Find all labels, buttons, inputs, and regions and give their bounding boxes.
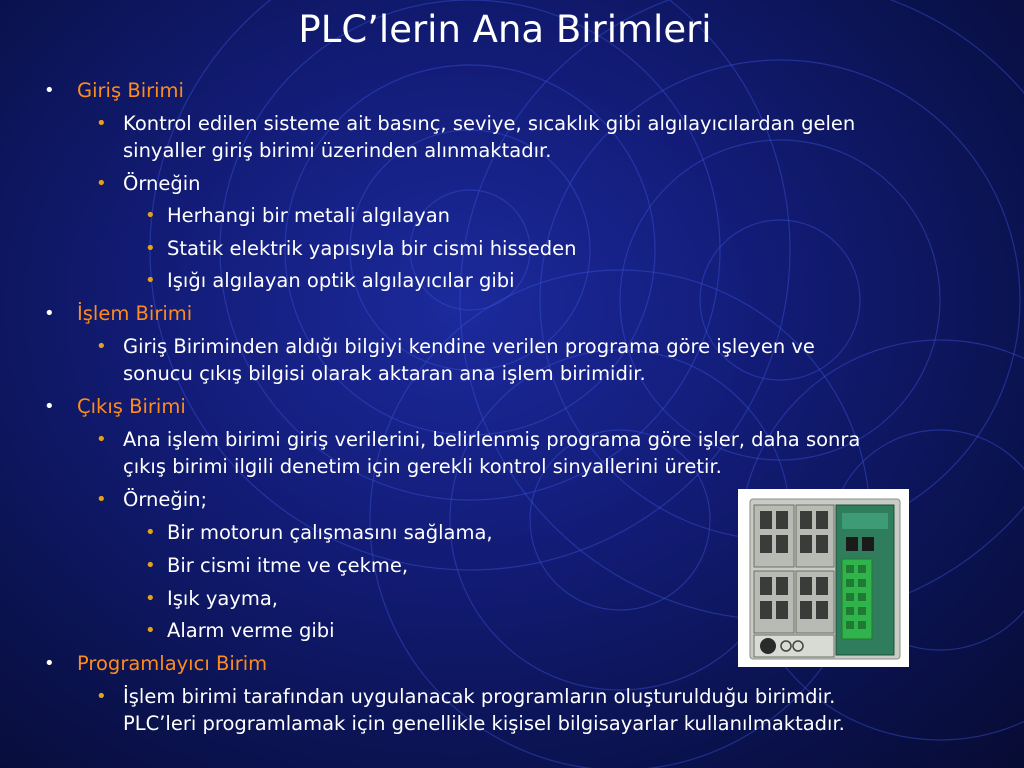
- example-label-text: Örneğin;: [123, 488, 208, 511]
- example-text: Herhangi bir metali algılayan: [167, 204, 451, 227]
- bullet-icon: •: [44, 303, 55, 324]
- bullet-icon: •: [44, 396, 55, 417]
- bullet-icon: •: [96, 336, 107, 357]
- cikis-description: [96, 426, 861, 480]
- description-line: PLC’leri programlamak için genellikle kişisel bilgisayarlar kullanılmaktadır.: [123, 712, 845, 735]
- example-text: Bir cismi itme ve çekme,: [167, 554, 409, 577]
- example-text: Işığı algılayan optik algılayıcılar gibi: [167, 269, 515, 292]
- bullet-icon: •: [96, 686, 107, 707]
- heading-text: Programlayıcı Birim: [77, 652, 268, 675]
- giris-example-item: [145, 202, 451, 229]
- description-line: sinyaller giriş birimi üzerinden alınmaktadır.: [123, 139, 552, 162]
- bullet-icon: •: [145, 205, 156, 226]
- bullet-icon: •: [145, 588, 156, 609]
- giris-example-item: [145, 267, 515, 294]
- programlayici-description: [96, 683, 845, 737]
- bullet-icon: •: [145, 522, 156, 543]
- section-heading-giris: [44, 77, 184, 104]
- cikis-example-item: [145, 585, 278, 612]
- bullet-icon: •: [96, 489, 107, 510]
- bullet-icon: •: [44, 653, 55, 674]
- heading-text: İşlem Birimi: [77, 302, 193, 325]
- heading-text: Giriş Birimi: [77, 79, 184, 102]
- bullet-icon: •: [96, 429, 107, 450]
- cikis-example-item: [145, 552, 409, 579]
- description-line: çıkış birimi ilgili denetim için gerekli kontrol sinyallerini üretir.: [123, 455, 722, 478]
- bullet-icon: •: [145, 238, 156, 259]
- cikis-example-label: [96, 486, 208, 513]
- plc-module-illustration: [738, 489, 909, 667]
- slide-title: PLC’lerin Ana Birimleri: [298, 8, 712, 51]
- description-line: Kontrol edilen sisteme ait basınç, seviye, sıcaklık gibi algılayıcılardan gelen: [123, 112, 856, 135]
- bullet-icon: •: [44, 80, 55, 101]
- section-heading-cikis: [44, 393, 186, 420]
- example-label-text: Örneğin: [123, 172, 201, 195]
- giris-description: [96, 110, 856, 164]
- description-line: Ana işlem birimi giriş verilerini, belirlenmiş programa göre işler, daha sonra: [123, 428, 861, 451]
- bullet-icon: •: [96, 173, 107, 194]
- description-line: sonucu çıkış bilgisi olarak aktaran ana işlem birimidir.: [123, 362, 646, 385]
- section-heading-islem: [44, 300, 193, 327]
- heading-text: Çıkış Birimi: [77, 395, 186, 418]
- example-text: Alarm verme gibi: [167, 619, 335, 642]
- bullet-icon: •: [145, 270, 156, 291]
- example-text: Statik elektrik yapısıyla bir cismi hisseden: [167, 237, 577, 260]
- description-line: İşlem birimi tarafından uygulanacak programların oluşturulduğu birimdir.: [123, 685, 836, 708]
- section-heading-programlayici: [44, 650, 268, 677]
- plc-module-image: [738, 489, 909, 667]
- islem-description: [96, 333, 815, 387]
- bullet-icon: •: [96, 113, 107, 134]
- example-text: Bir motorun çalışmasını sağlama,: [167, 521, 493, 544]
- giris-example-label: [96, 170, 201, 197]
- description-line: Giriş Biriminden aldığı bilgiyi kendine verilen programa göre işleyen ve: [123, 335, 815, 358]
- giris-example-item: [145, 235, 577, 262]
- cikis-example-item: [145, 519, 493, 546]
- cikis-example-item: [145, 617, 335, 644]
- example-text: Işık yayma,: [167, 587, 278, 610]
- bullet-icon: •: [145, 555, 156, 576]
- bullet-icon: •: [145, 620, 156, 641]
